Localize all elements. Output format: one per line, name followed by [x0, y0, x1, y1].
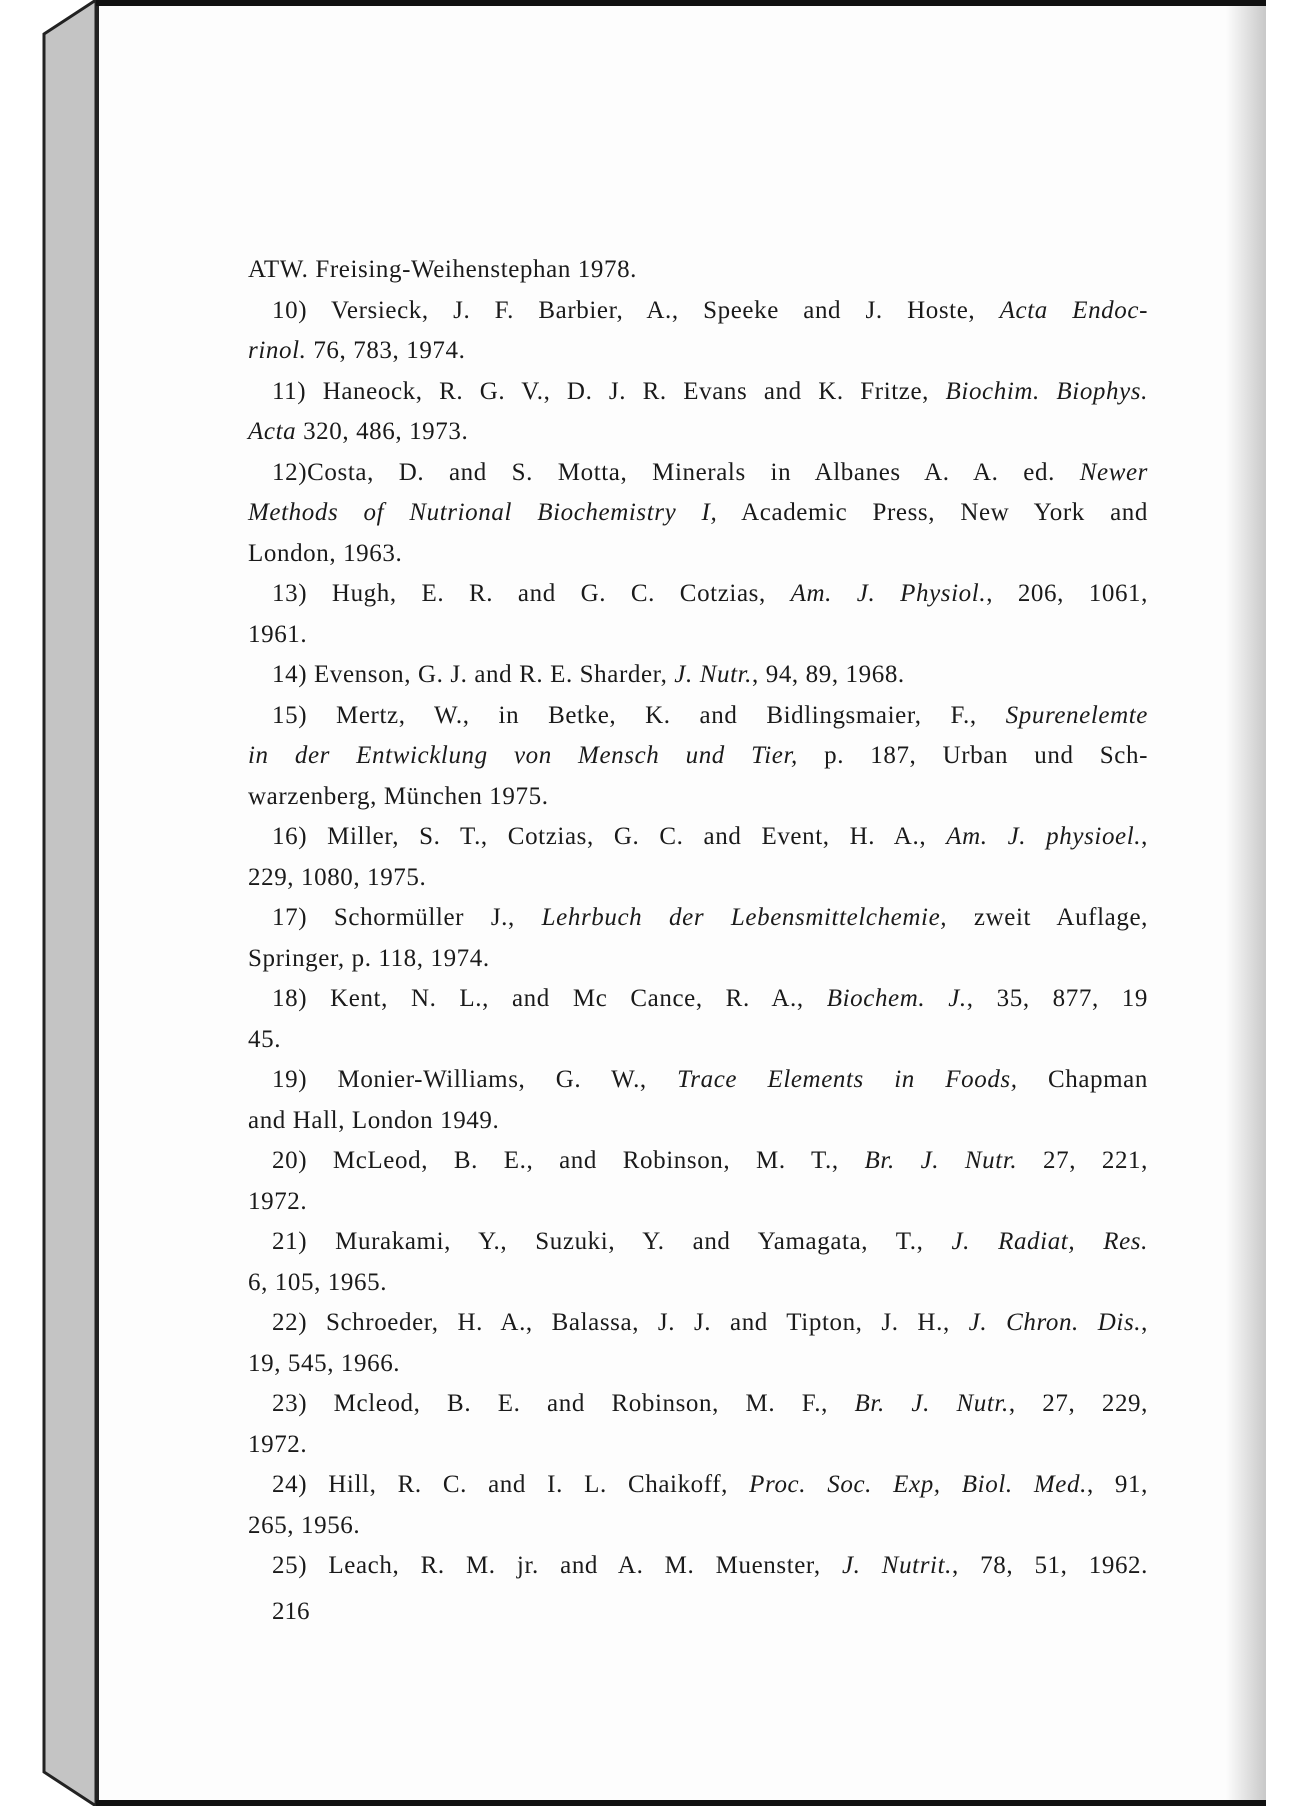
reference-list — [248, 250, 1148, 1587]
reference-line — [248, 1222, 1148, 1263]
reference-text: , 78, 51, 1962. — [952, 1552, 1149, 1579]
reference-text: , 94, 89, 1968. — [752, 661, 905, 688]
reference-citation-italic: Trace Elements in Foods, — [677, 1066, 1018, 1093]
reference-line — [248, 817, 1148, 858]
reference-text: 22) Schroeder, H. A., Balassa, J. J. and Tipton, J. H., — [272, 1309, 969, 1336]
reference-line — [248, 939, 1148, 980]
reference-citation-italic: J. Nutrit. — [841, 1552, 952, 1579]
reference-line — [248, 250, 1148, 291]
reference-text: 24) Hill, R. C. and I. L. Chaikoff, — [272, 1471, 750, 1498]
reference-text: 18) Kent, N. L., and Mc Cance, R. A., — [272, 985, 827, 1012]
reference-citation-italic: Methods of Nutrional Biochemistry I, — [248, 499, 718, 526]
reference-line — [248, 412, 1148, 453]
reference-line — [248, 777, 1148, 818]
reference-text: London, 1963. — [248, 539, 403, 567]
reference-text: 229, 1080, 1975. — [248, 863, 427, 891]
reference-line — [248, 372, 1148, 413]
reference-text: 76, 783, 1974. — [306, 337, 466, 364]
reference-line — [248, 615, 1148, 656]
page-top-border — [96, 0, 1266, 6]
reference-citation-italic: Acta — [248, 418, 297, 445]
reference-text: 25) Leach, R. M. jr. and A. M. Muenster, — [272, 1552, 842, 1579]
reference-citation-italic: Br. J. Nutr. — [854, 1390, 1009, 1417]
reference-text: 10) Versieck, J. F. Barbier, A., Speeke and J. Hoste, — [272, 296, 1000, 324]
reference-citation-italic: J. Nutr. — [674, 661, 753, 688]
reference-line — [248, 1344, 1148, 1385]
reference-citation-italic: Acta Endoc- — [999, 296, 1148, 324]
reference-line — [248, 655, 1148, 696]
reference-line — [248, 1263, 1148, 1304]
reference-citation-italic: Lehrbuch der Lebensmittelchemie, — [541, 904, 948, 931]
reference-text: 21) Murakami, Y., Suzuki, Y. and Yamagata, T., — [272, 1228, 952, 1255]
reference-text: Springer, p. 118, 1974. — [248, 944, 490, 972]
reference-line — [248, 1020, 1148, 1061]
reference-text: warzenberg, München 1975. — [248, 782, 549, 810]
reference-text: 13) Hugh, E. R. and G. C. Cotzias, — [272, 580, 791, 607]
reference-text: Academic Press, New York and — [717, 499, 1148, 526]
reference-citation-italic: Am. J. Physiol. — [790, 580, 987, 607]
reference-text: 1972. — [248, 1430, 308, 1458]
reference-line — [248, 858, 1148, 899]
reference-text: 320, 486, 1973. — [296, 418, 469, 445]
reference-line — [248, 1506, 1148, 1547]
reference-line — [248, 453, 1148, 494]
reference-citation-italic: Newer — [1079, 458, 1148, 486]
reference-citation-italic: Proc. Soc. Exp, Biol. Med. — [749, 1471, 1087, 1498]
reference-line — [248, 1141, 1148, 1182]
reference-line — [248, 1425, 1148, 1466]
reference-citation-italic: Am. J. physioel. — [946, 823, 1142, 850]
reference-line — [248, 291, 1148, 332]
reference-citation-italic: Biochem. J. — [826, 985, 967, 1012]
reference-text: 14) Evenson, G. J. and R. E. Sharder, — [272, 661, 675, 688]
reference-citation-italic: J. Radiat, Res. — [951, 1228, 1148, 1255]
reference-line — [248, 1384, 1148, 1425]
reference-line — [248, 898, 1148, 939]
reference-citation-italic: in der Entwicklung von Mensch und Tier, — [248, 742, 798, 769]
reference-line — [248, 1303, 1148, 1344]
reference-text: 45. — [248, 1025, 282, 1053]
reference-text: 16) Miller, S. T., Cotzias, G. C. and Event, H. A., — [272, 823, 947, 850]
reference-text: 27, 221, — [1017, 1147, 1149, 1174]
reference-line — [248, 534, 1148, 575]
reference-citation-italic: rinol. — [248, 337, 307, 364]
reference-line — [248, 736, 1148, 777]
reference-line — [248, 493, 1148, 534]
reference-citation-italic: J. Chron. Dis. — [968, 1309, 1142, 1336]
reference-text: , 27, 229, — [1008, 1390, 1148, 1417]
reference-line — [248, 1465, 1148, 1506]
reference-text: 12)Costa, D. and S. Motta, Minerals in Albanes A. A. ed. — [272, 458, 1080, 486]
reference-text: 15) Mertz, W., in Betke, K. and Bidlingsmaier, F., — [272, 701, 1006, 729]
reference-line — [248, 1546, 1148, 1587]
reference-text: 23) Mcleod, B. E. and Robinson, M. F., — [272, 1390, 855, 1417]
reference-text: , 206, 1061, — [986, 580, 1149, 607]
reference-text: 1972. — [248, 1187, 308, 1215]
reference-text: 6, 105, 1965. — [248, 1268, 388, 1296]
reference-line — [248, 979, 1148, 1020]
reference-text: 19) Monier-Williams, G. W., — [272, 1066, 678, 1093]
reference-text: 20) McLeod, B. E., and Robinson, M. T., — [272, 1147, 865, 1174]
reference-line — [248, 1060, 1148, 1101]
page-bottom-border — [96, 1800, 1266, 1806]
reference-text: , 35, 877, 19 — [966, 985, 1148, 1012]
reference-line — [248, 574, 1148, 615]
reference-line — [248, 1101, 1148, 1142]
reference-text: , 91, — [1086, 1471, 1148, 1498]
reference-text: ATW. Freising-Weihenstephan 1978. — [248, 256, 638, 283]
reference-text: 1961. — [248, 620, 308, 648]
page-right-shadow — [1226, 0, 1266, 1806]
reference-text: Chapman — [1017, 1066, 1148, 1093]
reference-line — [248, 696, 1148, 737]
reference-line — [248, 331, 1148, 372]
page-number: 216 — [272, 1598, 310, 1625]
reference-text: 265, 1956. — [248, 1511, 361, 1539]
reference-text: , — [1141, 1309, 1148, 1336]
reference-text: 19, 545, 1966. — [248, 1349, 401, 1377]
reference-text: 11) Haneock, R. G. V., D. J. R. Evans and K. Fritze, — [272, 377, 946, 405]
reference-text: p. 187, Urban und Sch- — [797, 742, 1149, 769]
reference-text: and Hall, London 1949. — [248, 1106, 500, 1134]
reference-text: 17) Schormüller J., — [272, 904, 542, 931]
reference-line — [248, 1182, 1148, 1223]
reference-text: zweit Auflage, — [947, 904, 1148, 931]
reference-citation-italic: Biochim. Biophys. — [945, 377, 1148, 405]
reference-text: , — [1141, 823, 1149, 850]
reference-citation-italic: Br. J. Nutr. — [864, 1147, 1018, 1174]
reference-citation-italic: Spurenelemte — [1005, 701, 1148, 729]
